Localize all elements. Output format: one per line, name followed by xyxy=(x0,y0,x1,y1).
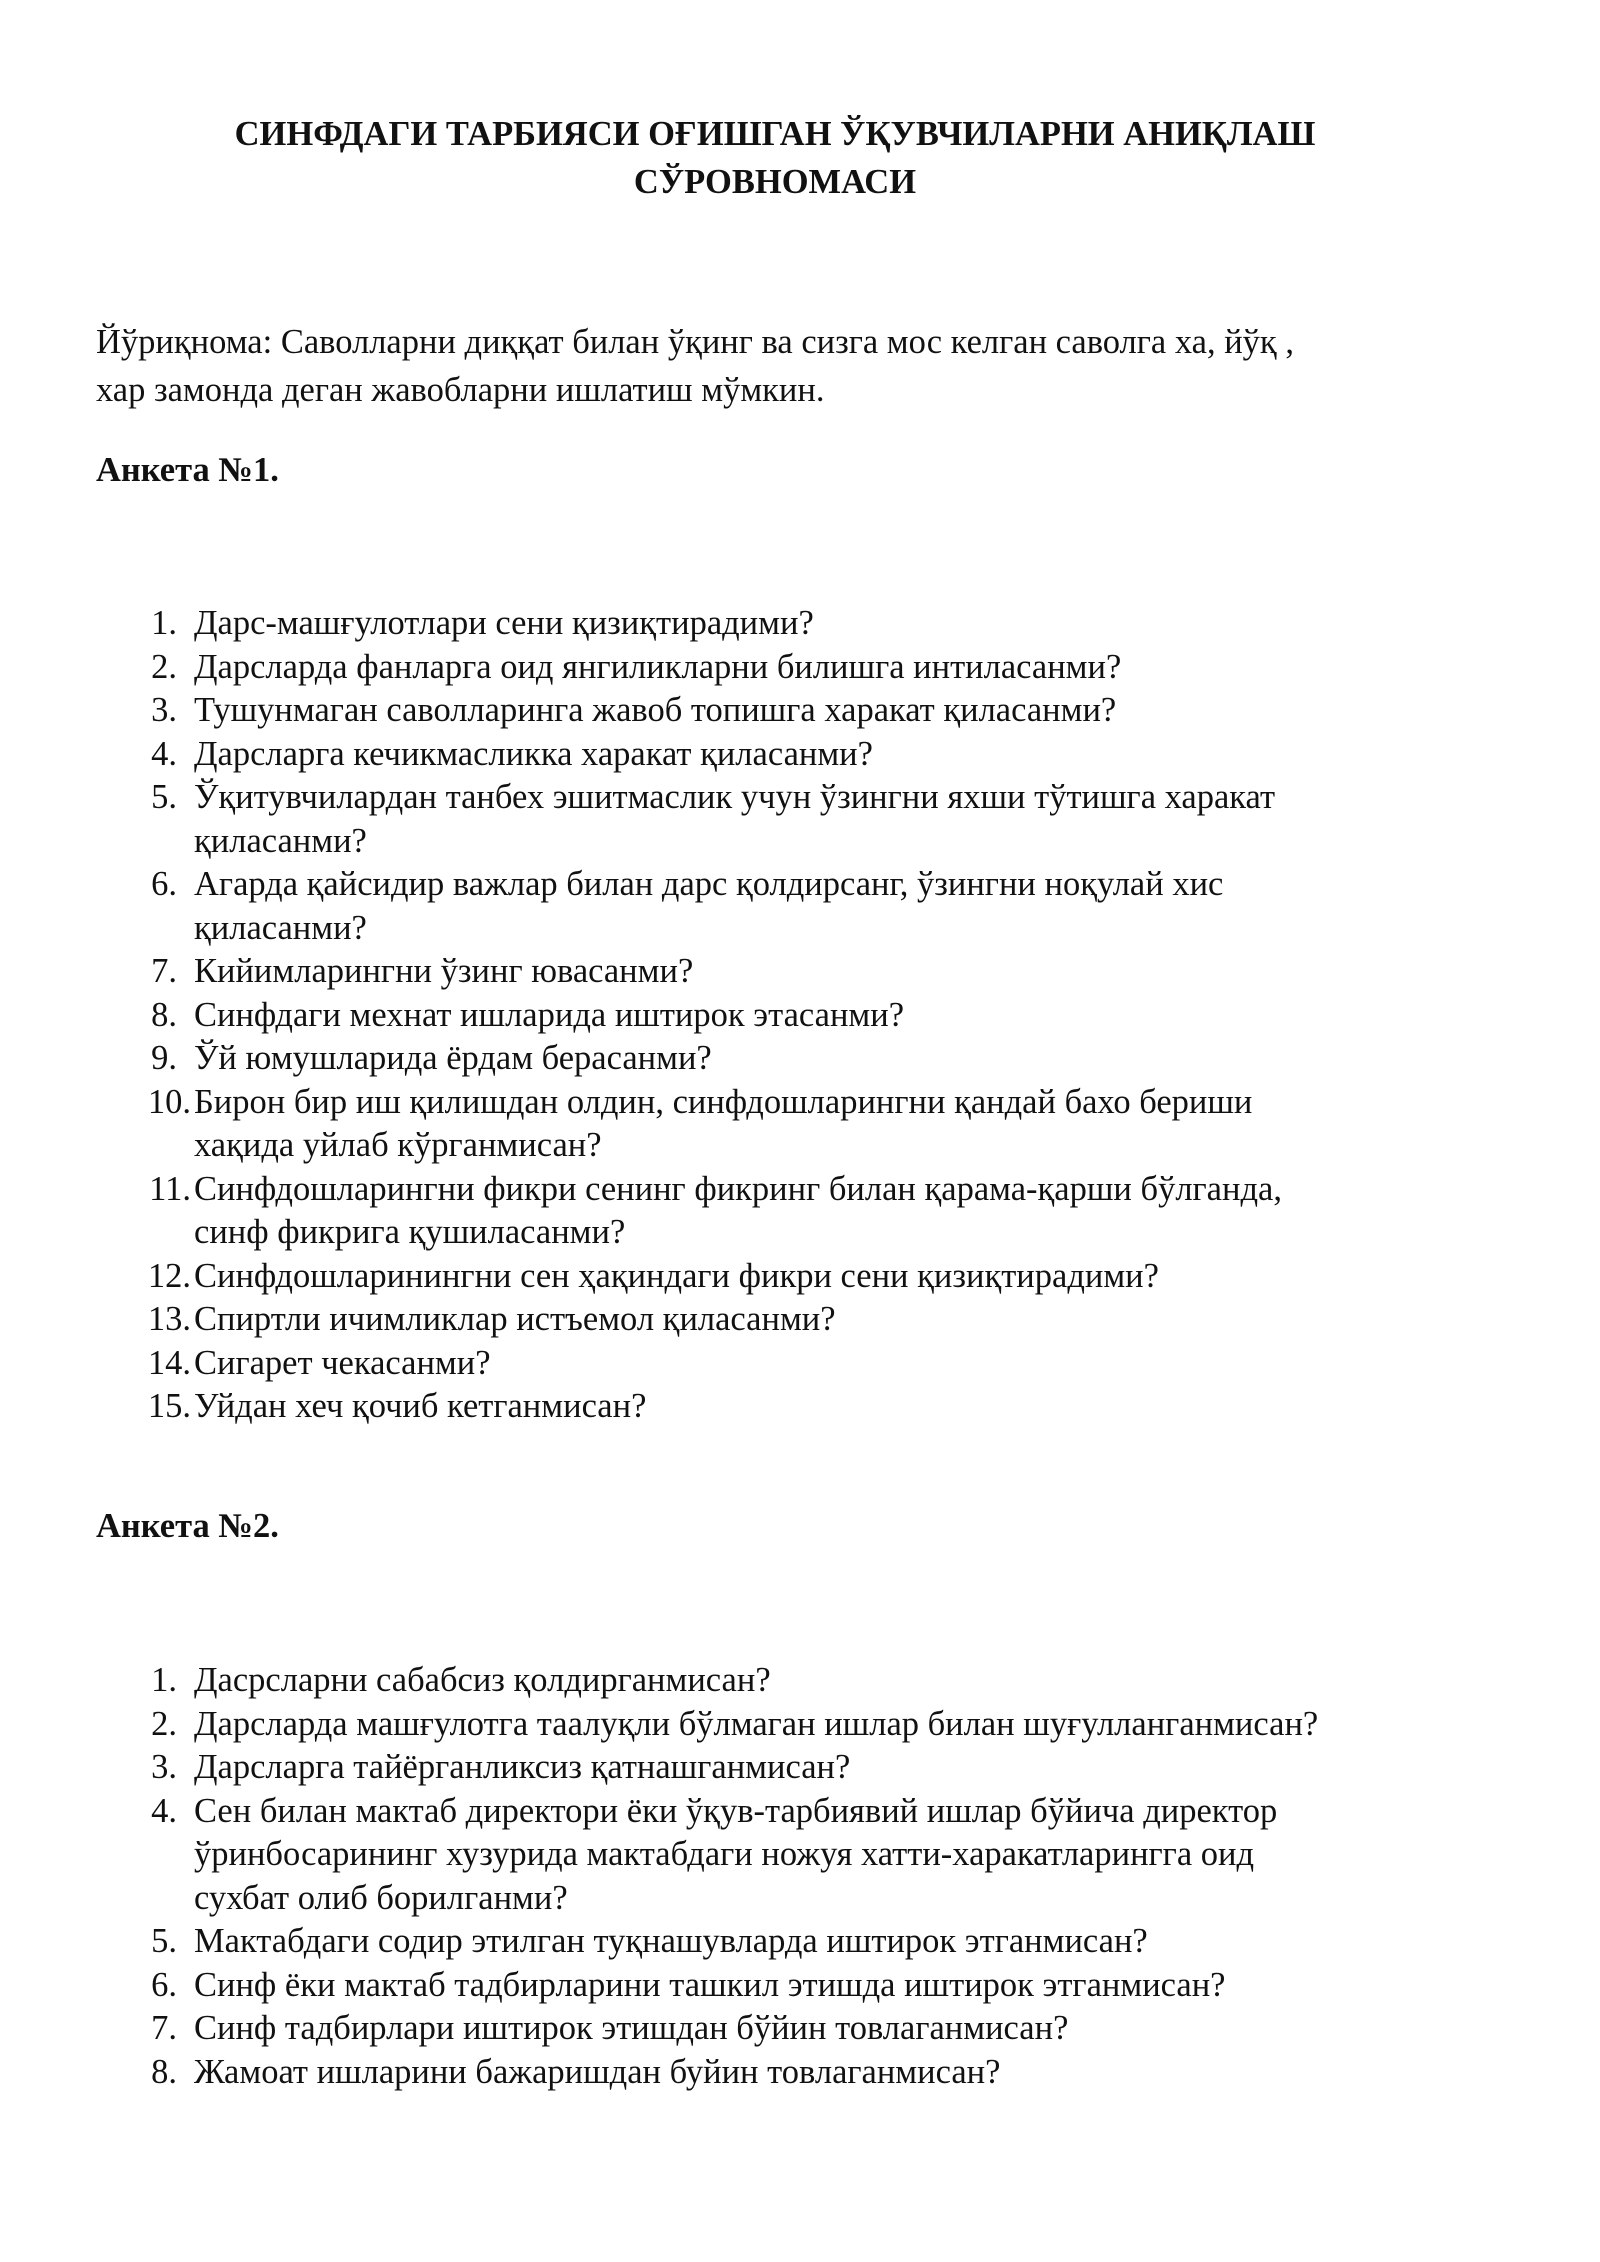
question-item xyxy=(96,2051,1496,2095)
question-item xyxy=(96,994,1496,1038)
question-text-line: Синфдошларинингни сен ҳақиндаги фикри сени қизиқтирадими? xyxy=(194,1256,1159,1295)
question-number: 6. xyxy=(151,1965,177,2004)
question-item xyxy=(96,1081,1496,1168)
question-text-line: Дарсларга тайёрганликсиз қатнашганмисан? xyxy=(194,1748,851,1786)
question-number: 14. xyxy=(147,1343,191,1382)
question-text-line: Уйдан хеч қочиб кетганмисан? xyxy=(194,1387,647,1425)
question-text-line: Мактабдаги содир этилган туқнашувларда иштирок этганмисан? xyxy=(194,1922,1148,1960)
question-number: 1. xyxy=(151,604,177,642)
question-number: 12. xyxy=(147,1256,191,1295)
question-item xyxy=(96,1746,1496,1790)
question-number: 15. xyxy=(147,1387,191,1425)
instruction-line-2: хар замонда деган жавобларни ишлатиш мўмкин. xyxy=(96,371,825,409)
page-title xyxy=(150,110,1400,206)
question-number: 4. xyxy=(151,734,177,773)
question-text-line: Кийимларингни ўзинг ювасанми? xyxy=(194,952,694,990)
question-text-line: Тушунмаган саволларинга жавоб топишга харакат қиласанми? xyxy=(194,691,1117,729)
question-number: 8. xyxy=(151,2052,177,2091)
instruction-line-1: Йўриқнома: Саволларни диққат билан ўқинг ва сизга мос келган саволга ха, йўқ , xyxy=(96,323,1294,361)
question-text-line: Ўй юмушларида ёрдам берасанми? xyxy=(194,1039,712,1077)
question-text-line: Синфдошларингни фикри сенинг фикринг билан қарама-қарши бўлганда, xyxy=(194,1169,1282,1208)
question-text-line: Дасрсларни сабабсиз қолдирганмисан? xyxy=(194,1661,771,1699)
question-number: 9. xyxy=(151,1039,177,1077)
question-item xyxy=(96,1703,1496,1747)
question-number: 13. xyxy=(147,1300,191,1338)
question-text-line: қиласанми? xyxy=(194,821,367,860)
question-number: 6. xyxy=(151,865,177,903)
question-text-line: Сен билан мактаб директори ёки ўқув-тарбиявий ишлар бўйича директор xyxy=(194,1791,1278,1830)
question-text-line: Синф ёки мактаб тадбирларини ташкил этишда иштирок этганмисан? xyxy=(194,1965,1226,2004)
question-number: 10. xyxy=(147,1082,191,1121)
question-number: 4. xyxy=(151,1791,177,1830)
question-text-line: Спиртли ичимликлар истъемол қиласанми? xyxy=(194,1300,836,1338)
question-item xyxy=(96,1659,1496,1703)
title-line-2: СЎРОВНОМАСИ xyxy=(633,163,917,201)
question-text-line: ўринбосарининг хузурида мактабдаги ножуя хатти-харакатларингга оид xyxy=(194,1835,1255,1873)
anketa-2-heading: Анкета №2. xyxy=(96,1507,279,1545)
question-text-line: хақида уйлаб кўрганмисан? xyxy=(194,1126,602,1164)
question-number: 3. xyxy=(151,1748,177,1786)
question-text-line: Жамоат ишларини бажаришдан буйин товлаганмисан? xyxy=(194,2052,1001,2091)
question-item xyxy=(96,950,1496,994)
question-number: 2. xyxy=(151,647,177,686)
question-text-line: Синфдаги мехнат ишларида иштирок этасанми? xyxy=(194,995,905,1034)
question-item xyxy=(96,1790,1496,1921)
question-text-line: қиласанми? xyxy=(194,908,367,947)
question-text-line: Агарда қайсидир важлар билан дарс қолдирсанг, ўзингни ноқулай хис xyxy=(194,865,1224,903)
question-item xyxy=(96,863,1496,950)
question-text-line: Сигарет чекасанми? xyxy=(194,1343,491,1382)
question-number: 11. xyxy=(149,1169,191,1208)
question-item xyxy=(96,1255,1496,1299)
question-number: 2. xyxy=(151,1704,177,1743)
question-item xyxy=(96,1920,1496,1964)
question-number: 1. xyxy=(151,1661,177,1699)
question-item xyxy=(96,689,1496,733)
question-number: 7. xyxy=(151,2009,177,2047)
question-text-line: синф фикрига қушиласанми? xyxy=(194,1213,626,1251)
question-text-line: Бирон бир иш қилишдан олдин, синфдошларингни қандай бахо бериши xyxy=(194,1082,1253,1121)
question-item xyxy=(96,602,1496,646)
question-text-line: Синф тадбирлари иштирок этишдан бўйин товлаганмисан? xyxy=(194,2009,1069,2047)
question-text-line: сухбат олиб борилганми? xyxy=(194,1878,568,1917)
question-item xyxy=(96,776,1496,863)
question-item xyxy=(96,2007,1496,2051)
question-item xyxy=(96,646,1496,690)
question-item xyxy=(96,1168,1496,1255)
instruction-paragraph xyxy=(96,318,1516,414)
anketa-2-question-list xyxy=(96,1659,1496,2094)
question-number: 8. xyxy=(151,995,177,1034)
question-text-line: Ўқитувчилардан танбех эшитмаслик учун ўзингни яхши тўтишга харакат xyxy=(194,778,1276,816)
question-text-line: Дарсларда машғулотга таалуқли бўлмаган ишлар билан шуғулланганмисан? xyxy=(194,1704,1319,1743)
question-item xyxy=(96,733,1496,777)
question-number: 7. xyxy=(151,952,177,990)
question-item xyxy=(96,1298,1496,1342)
question-text-line: Дарсларга кечикмасликка харакат қиласанми? xyxy=(194,734,873,773)
question-text-line: Дарсларда фанларга оид янгиликларни билишга интиласанми? xyxy=(194,647,1122,686)
question-number: 3. xyxy=(151,691,177,729)
question-text-line: Дарс-машғулотлари сени қизиқтирадими? xyxy=(194,604,814,642)
title-line-1: СИНФДАГИ ТАРБИЯСИ ОҒИШГАН ЎҚУВЧИЛАРНИ АНИҚЛАШ xyxy=(234,115,1316,153)
question-number: 5. xyxy=(151,778,177,816)
question-item xyxy=(96,1342,1496,1386)
question-item xyxy=(96,1037,1496,1081)
question-item xyxy=(96,1385,1496,1429)
question-item xyxy=(96,1964,1496,2008)
anketa-1-question-list xyxy=(96,602,1496,1429)
anketa-1-heading: Анкета №1. xyxy=(96,451,279,489)
question-number: 5. xyxy=(151,1922,177,1960)
